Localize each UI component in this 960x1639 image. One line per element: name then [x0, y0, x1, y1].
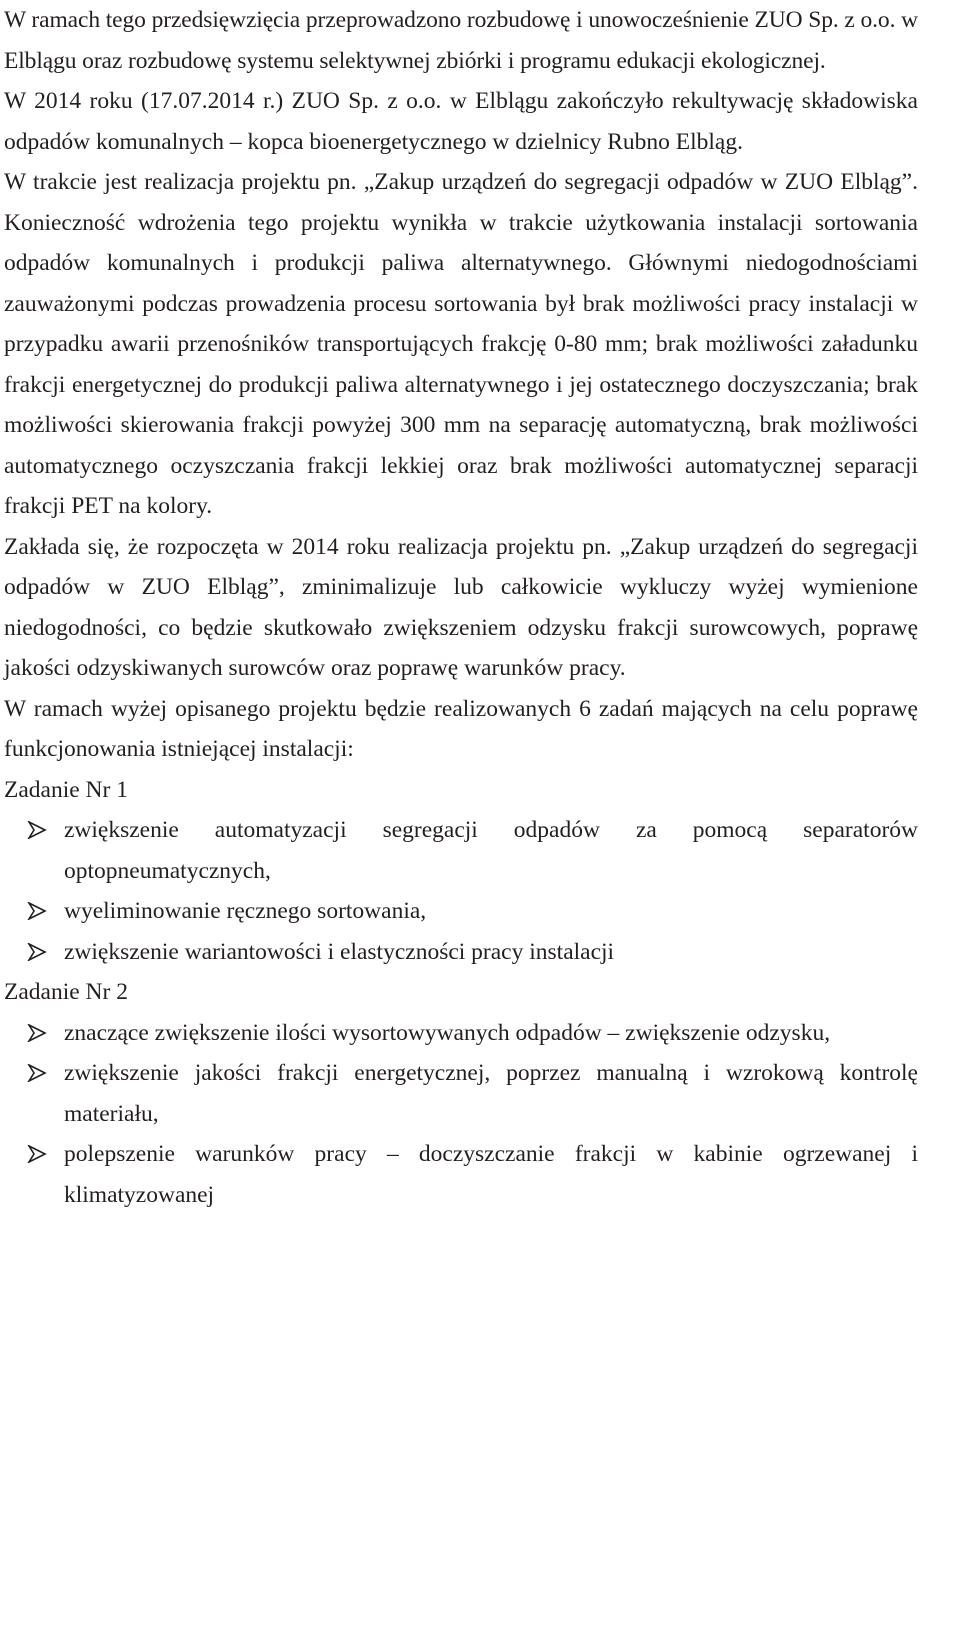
- paragraph-tasks-intro: W ramach wyżej opisanego projektu będzie realizowanych 6 zadań mających na celu poprawę funkcjonowania istniejącej instalacji:: [4, 695, 918, 762]
- arrowhead-bullet-icon: [27, 1134, 51, 1174]
- list-item: [64, 1013, 918, 1054]
- paragraph-reclamation: W 2014 roku (17.07.2014 r.) ZUO Sp. z o.o. w Elblągu zakończyło rekultywację składowiska odpadów komunalnych – kopca bioenergetycznego w dzielnicy Rubno Elbląg.: [4, 88, 918, 155]
- task-2-list: [4, 1013, 918, 1216]
- list-item: [64, 932, 918, 973]
- paragraph-project-intro: W ramach tego przedsięwzięcia przeprowadzono rozbudowę i unowocześnienie ZUO Sp. z o.o. w Elblągu oraz rozbudowę systemu selektywnej zbiórki i programu edukacji ekologicznej.: [4, 7, 919, 74]
- list-item: [64, 891, 918, 932]
- task-2-heading: Zadanie Nr 2: [4, 979, 128, 1005]
- paragraph-expected-results: Zakłada się, że rozpoczęta w 2014 roku realizacja projektu pn. „Zakup urządzeń do segregacji odpadów w ZUO Elbląg”, zminimalizuje lub całkowicie wykluczy wyżej wymienione niedogodności, co będzie skutkowało zwiększeniem odzysku frakcji surowcowych, poprawę jakości odzyskiwanych surowców oraz poprawę warunków pracy.: [4, 533, 918, 681]
- list-item: [64, 1053, 918, 1134]
- arrowhead-bullet-icon: [27, 810, 51, 850]
- task-1-list: [4, 810, 918, 972]
- paragraph-project-description: W trakcie jest realizacja projektu pn. „Zakup urządzeń do segregacji odpadów w ZUO Elbląg”. Konieczność wdrożenia tego projektu wynikła w trakcie użytkowania instalacji sortowania odpadów komunalnych i produkcji paliwa alternatywnego. Głównymi niedogodnościami zauważonymi podczas prowadzenia procesu sortowania był brak możliwości pracy instalacji w przypadku awarii przenośników transportujących frakcję 0-80 mm; brak możliwości załadunku frakcji energetycznej do produkcji paliwa alternatywnego i jej ostatecznego doczyszczania; brak możliwości skierowania frakcji powyżej 300 mm na separację automatyczną, brak możliwości automatycznego oczyszczania frakcji lekkiej oraz brak możliwości automatycznej separacji frakcji PET na kolory.: [4, 169, 918, 519]
- list-item-text: zwiększenie jakości frakcji energetycznej, poprzez manualną i wzrokową kontrolę materiału,: [64, 1060, 918, 1127]
- arrowhead-bullet-icon: [27, 1053, 51, 1093]
- arrowhead-bullet-icon: [27, 932, 51, 972]
- arrowhead-bullet-icon: [27, 891, 51, 931]
- list-item: [64, 1134, 918, 1215]
- arrowhead-bullet-icon: [27, 1013, 51, 1053]
- task-1-heading: Zadanie Nr 1: [4, 776, 128, 803]
- list-item-text: znaczące zwiększenie ilości wysortowywanych odpadów – zwiększenie odzysku,: [64, 1019, 831, 1046]
- list-item-text: zwiększenie automatyzacji segregacji odpadów za pomocą separatorów optopneumatycznych,: [64, 817, 918, 884]
- list-item: [64, 810, 918, 891]
- list-item-text: wyeliminowanie ręcznego sortowania,: [64, 898, 427, 924]
- list-item-text: polepszenie warunków pracy – doczyszczanie frakcji w kabinie ogrzewanej i klimatyzowanej: [64, 1141, 918, 1208]
- list-item-text: zwiększenie wariantowości i elastyczności pracy instalacji: [64, 938, 615, 965]
